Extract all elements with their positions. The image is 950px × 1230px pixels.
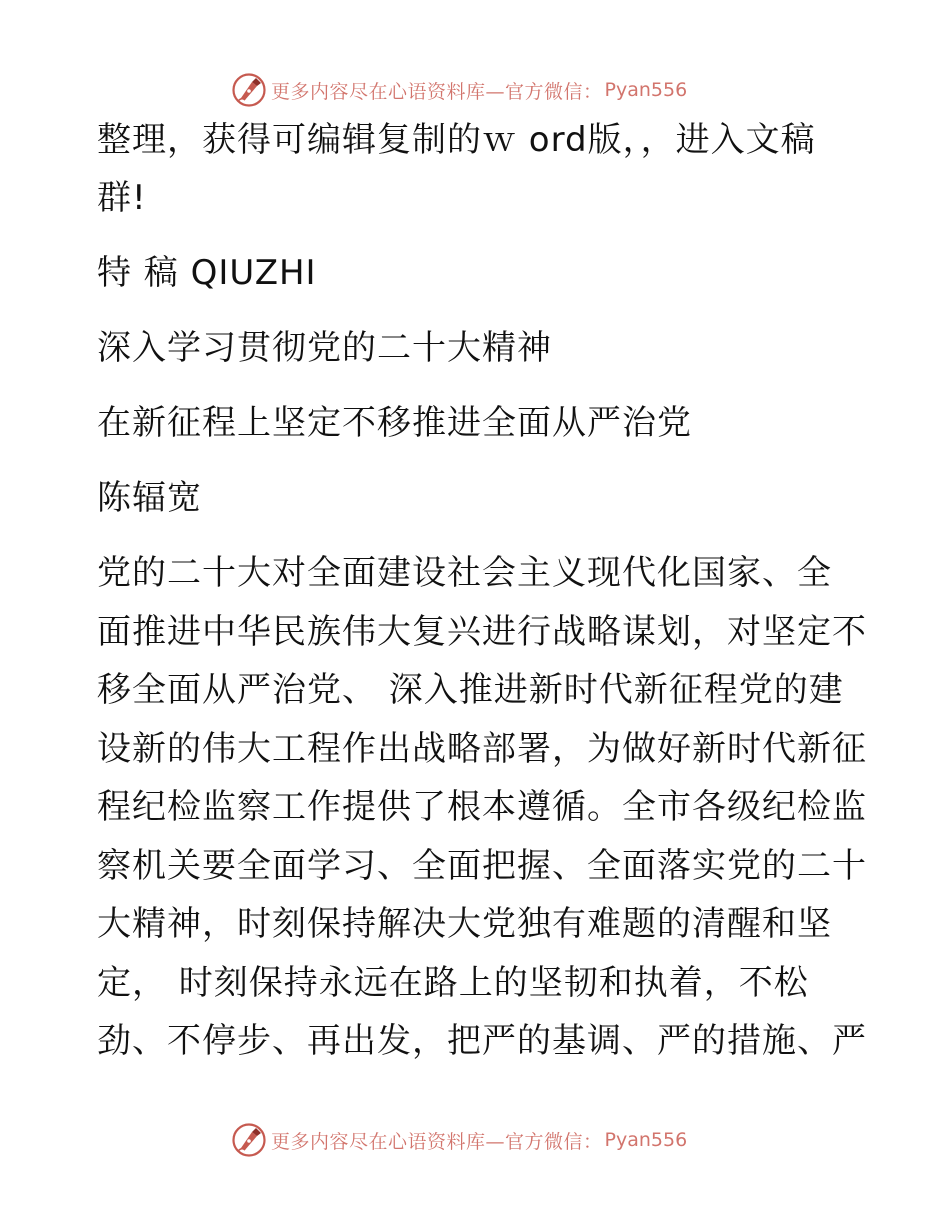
footer-banner [232,1122,687,1158]
pen-nib-logo-icon [232,73,266,107]
body-line: 党的二十大对全面建设社会主义现代化国家、全 [97,553,832,593]
body-paragraph [97,553,867,1061]
document-body [97,120,867,1080]
pen-nib-logo-icon [232,1123,266,1157]
body-line: 察机关要全面学习、全面把握、全面落实党的二十 [97,845,867,886]
article-title-line-2: 在新征程上坚定不移推进全面从严治党 [97,403,692,443]
body-line: 劲、不停步、再出发，把严的基调、严的措施、严 [97,1021,867,1061]
body-line: 程纪检监察工作提供了根本遵循。全市各级纪检监 [97,787,867,827]
body-line: 定， 时刻保持永远在路上的坚韧和执着，不松 [97,962,809,1003]
body-line: 移全面从严治党、 深入推进新时代新征程党的建 [97,670,844,710]
body-line: 面推进中华民族伟大复兴进行战略谋划，对坚定不 [97,611,867,652]
article-title-line-1: 深入学习贯彻党的二十大精神 [97,328,552,368]
body-line: 大精神，时刻保持解决大党独有难题的清醒和坚 [97,904,832,944]
section-label: 特 稿 QIUZHI [97,253,317,293]
author-name: 陈辐宽 [97,478,202,518]
banner-wechat-id: Pyan556 [604,79,688,101]
banner-text: 更多内容尽在心语资料库—官方微信： [271,80,603,103]
banner-wechat-id: Pyan556 [604,1129,688,1151]
body-line: 设新的伟大工程作出战略部署，为做好新时代新征 [97,728,867,769]
banner-text: 更多内容尽在心语资料库—官方微信： [271,1130,603,1153]
intro-line-1: 整理，获得可编辑复制的ｗ ord版，，进入文稿 [97,120,816,160]
header-banner [232,72,687,108]
intro-line-2: 群! [97,178,147,218]
